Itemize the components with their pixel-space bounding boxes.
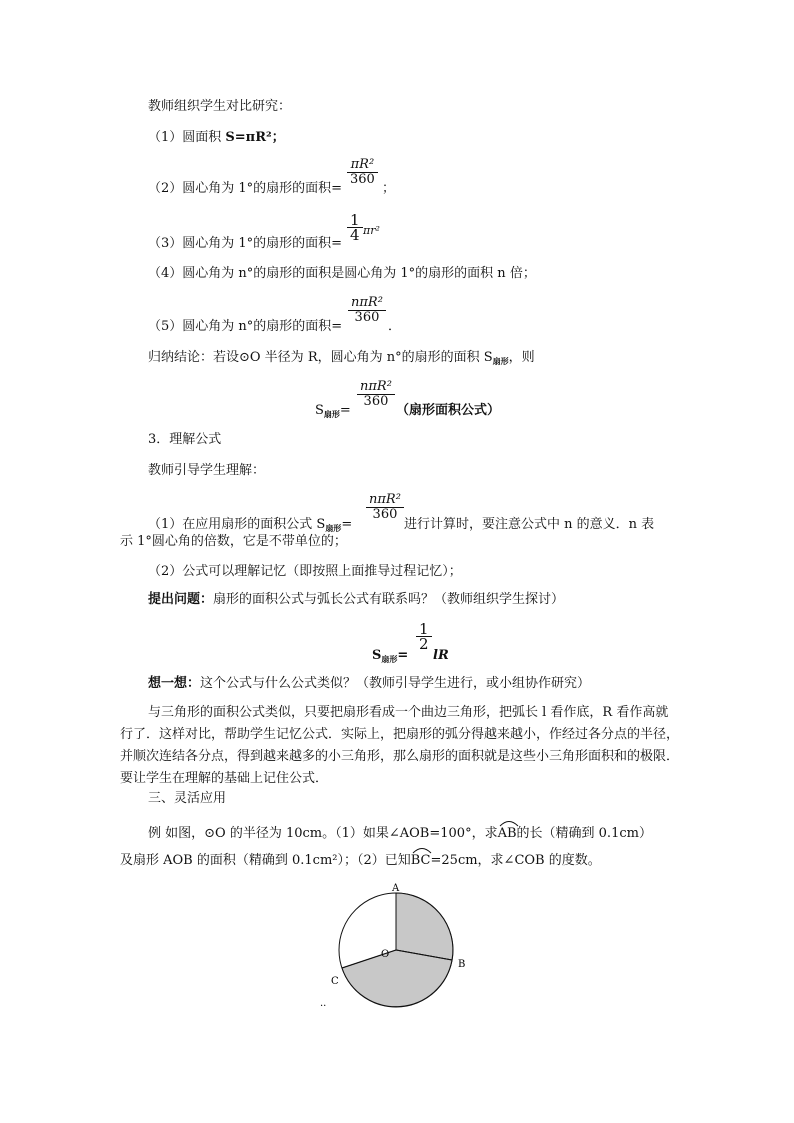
fraction-numerator: nπR² [351,295,383,310]
question-text: 扇形的面积公式与弧长公式有联系吗？（教师组织学生探讨） [213,592,565,607]
circle-figure [320,880,480,1020]
fraction-numerator: 1 [350,211,360,229]
item-3-text: （3）圆心角为 1°的扇形的面积= [148,236,343,251]
item-5-text: （5）圆心角为 n°的扇形的面积= [148,319,343,334]
arc-mark-icon [411,846,433,854]
example-line-1: 例 如图，⊙O 的半径为 10cm。（1）如果∠AOB=100°，求AB 的长（精确到 0.1cm） [148,825,652,843]
sector-arc-formula-lhs: $S_{扇形}=$ [372,648,409,664]
label-B: B [458,959,466,970]
pi-r-squared: πr² [363,224,380,237]
intro-text: 教师组织学生对比研究： [148,99,292,114]
fraction-denominator: 360 [372,507,398,522]
formula-name: （扇形面积公式） [396,403,501,418]
item-5-end: ． [388,319,402,334]
fraction-denominator: 360 [350,172,375,187]
arc-BC: BC [411,852,431,870]
item-1-label: （1）圆面积 [148,130,226,145]
item-4-text: （4）圆心角为 n°的扇形的面积是圆心角为 1°的扇形的面积 n 倍； [148,266,536,281]
stray-dots: .. [320,998,327,1009]
fraction-one-half [416,622,432,651]
item-1 [148,129,285,147]
fraction-denominator: 2 [419,635,429,653]
fraction-denominator: 360 [363,394,389,409]
understand-1-a: （1）在应用扇形的面积公式 $S_{扇形}=$ [148,517,353,533]
example-line-2: 及扇形 AOB 的面积（精确到 0.1cm²）；（2）已知BC =25cm，求∠COB 的度数。 [120,852,601,870]
section-3-heading: 3．理解公式 [148,432,222,447]
arc-mark-icon [498,819,520,827]
fraction-piR2-360 [347,158,378,187]
subscript-sector: 扇形 [492,356,509,366]
label-A: A [392,883,400,894]
lR-term: lR [433,648,449,663]
shaded-sector [396,893,453,960]
understand-1-c: 示 1°圆心角的倍数，它是不带单位的； [120,534,347,549]
guide-text: 教师引导学生理解： [148,463,266,478]
understand-2: （2）公式可以理解记忆（即按照上面推导过程记忆）； [148,564,462,579]
label-C: C [331,976,339,987]
think-text: 这个公式与什么公式类似？（教师引导学生进行，或小组协作研究） [200,676,591,691]
fraction-npiR2-360-c [366,493,404,522]
explanation-paragraph: 与三角形的面积公式类似，只要把扇形看成一个曲边三角形，把弧长 l 看作底，R 看作高就行了．这样对比，帮助学生记忆公式．实际上，把扇形的弧分得越来越小，作经过各分点的半径，并顺次连结各分点，得到越来越多的小三角形，那么扇形的面积就是这些小三角形面积和的极限．要让学生在理解的基础上记住公式． [120,705,680,786]
label-O: O [381,949,390,960]
think-line [148,675,590,693]
conclusion-text: 归纳结论：若设⊙O 半径为 R，圆心角为 n°的扇形的面积 $S_{扇形}$，则 [148,350,535,366]
fraction-numerator: πR² [350,157,375,172]
fraction-one-quarter [347,213,363,242]
arc-AB: AB [498,825,517,843]
section-apply-heading: 三、灵活应用 [148,791,227,806]
question-line [148,591,564,609]
fraction-npiR2-360-a [348,296,386,325]
fraction-numerator: 1 [419,620,429,638]
sector-area-formula-lhs: $S_{扇形}=$ [315,403,351,419]
fraction-denominator: 360 [354,310,380,325]
fraction-denominator: 4 [350,226,360,244]
item-2-end: ； [382,181,396,196]
understand-1-b: 进行计算时，要注意公式中 n 的意义．n 表 [404,517,655,532]
question-label: 提出问题： [148,592,214,607]
fraction-numerator: nπR² [369,492,401,507]
fraction-numerator: nπR² [360,379,392,394]
circle-area-formula: S=πR²； [225,130,285,145]
fraction-npiR2-360-b [357,380,395,409]
think-label: 想一想： [148,676,201,691]
item-2-text: （2）圆心角为 1°的扇形的面积= [148,181,343,196]
